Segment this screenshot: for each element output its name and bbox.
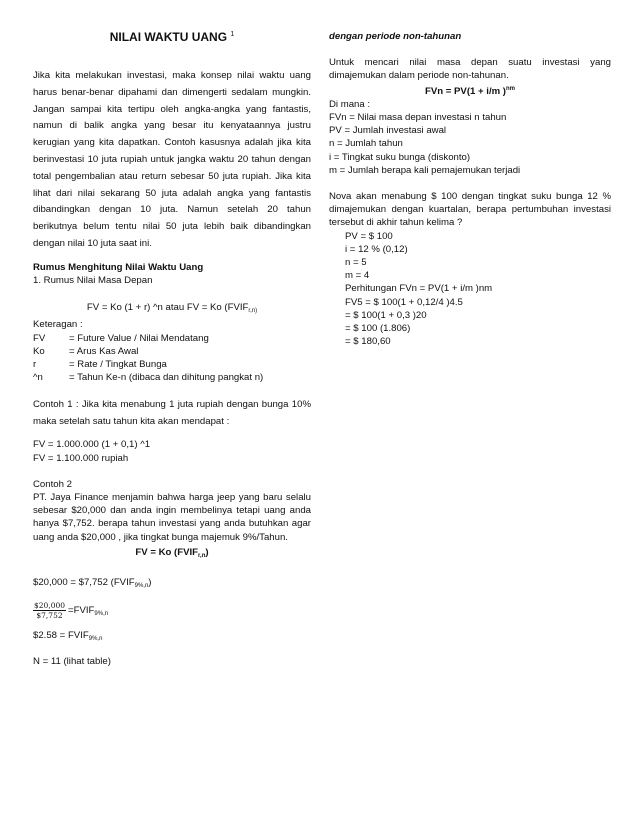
step-4: N = 11 (lihat table) <box>33 655 111 667</box>
list-item: n = Jumlah tahun <box>329 138 403 150</box>
list-item: FV5 = $ 100(1 + 0,12/4 )4.5 <box>345 296 463 308</box>
contoh2-paragraph: PT. Jaya Finance menjamin bahwa harga jeep yang baru selalu sebesar $20,000 dan anda ingin membelinya tetapi uang anda hanya $7,752. berapa tahun investasi yang anda butuhkan agar uang anda $20,000 , jika tingkat bunga majemuk 9%/Tahun. <box>33 492 311 543</box>
list-item: i = 12 % (0,12) <box>345 243 408 255</box>
formula-main <box>33 301 311 318</box>
step-3: $2.58 = $FVIF_{9\%,n}$ <box>33 630 103 643</box>
right-heading: dengan periode non-tahunan <box>329 31 462 42</box>
list-item: m = 4 <box>345 270 370 282</box>
list-item: i = Tingkat suku bunga (diskonto) <box>329 151 471 163</box>
definitions-list <box>329 111 611 177</box>
right-formula: FVn = PV(1 + i/m )$^{nm}$ <box>424 85 516 97</box>
list-item: PV = $ 100 <box>345 230 393 242</box>
formula-main-text: FV = Ko (1 + r) ^n atau FV = Ko (FVIF <box>86 302 249 314</box>
right-column <box>329 28 611 348</box>
list-item: r = Rate / Tingkat Bunga <box>33 358 167 370</box>
list-item: FV = Future Value / Nilai Mendatang <box>33 332 209 344</box>
list-item: = $ 100 (1.806) <box>345 323 411 335</box>
keterangan-label: Keteragan : <box>33 319 83 331</box>
left-column <box>33 28 311 668</box>
list-item: n = 5 <box>345 257 367 269</box>
list-item: = $ 180,60 <box>345 336 391 348</box>
contoh1-calc-1: FV = 1.000.000 (1 + 0,1) ^1 <box>33 439 151 451</box>
list-item: PV = Jumlah investasi awal <box>329 125 447 137</box>
list-item: Perhitungan FVn = PV(1 + i/m )nm <box>345 283 493 295</box>
keterangan-list <box>33 332 311 385</box>
dimana-label: Di mana : <box>329 98 371 110</box>
step-1: $20,000 = $7,752 $(FVIF_{9\%,n})$ <box>33 577 152 590</box>
section-heading: Rumus Menghitung Nilai Waktu Uang <box>33 261 204 273</box>
list-item: FVn = Nilai masa depan investasi n tahun <box>329 112 507 124</box>
formula-2: FV = Ko $(FVIF_{r,n})$ <box>135 546 209 559</box>
list-item-future-value: 1. Rumus Nilai Masa Depan <box>33 274 153 286</box>
example-steps <box>329 230 611 349</box>
formula-main-subscript: r,n) <box>248 308 258 315</box>
title-text: NILAI WAKTU UANG <box>109 30 228 44</box>
right-intro: Untuk mencari nilai masa depan suatu investasi yang dimajemukan dalam periode non-tahunan. <box>329 57 611 82</box>
step-2: $\frac{\$20,000}{\$7,752}$ $=FVIF_{9\%,n}$ <box>34 601 109 621</box>
list-item: Ko = Arus Kas Awal <box>33 345 139 357</box>
contoh2-label: Contoh 2 <box>33 478 72 490</box>
contoh1-paragraph: Contoh 1 : Jika kita menabung 1 juta rupiah dengan bunga 10% maka setelah satu tahun kita akan mendapat : <box>33 399 311 427</box>
intro-paragraph: Jika kita melakukan investasi, maka konsep nilai waktu uang harus benar-benar dipahami dan dimengerti sedalam mungkin. Jangan sampai kita tertipu oleh angka-angka yang fantastis, namun di balik angka yang besar itu kenyataannya justru kerugian yang kita dapatkan. Contoh kasusnya adalah jika kita berinvestasi 10 juta rupiah untuk jangka waktu 20 tahun dengan total pengembalian atau return sebesar 50 juta rupiah. Jika kita lihat dari nilai sekarang 50 juta adalah angka yang fantastis dibandingkan dengan 10 juta. Namun setelah 20 tahun berikutnya belum tentu nilai 50 juta lebih baik dibandingkan dengan nilai 10 juta saat ini. <box>33 70 311 249</box>
example-paragraph: Nova akan menabung $ 100 dengan tingkat suku bunga 12 % dimajemukan dengan kuartalan, berapa pertumbuhan investasi tersebut di akhir tahun kelima ? <box>329 191 611 229</box>
contoh1-calc-2: FV = 1.100.000 rupiah <box>33 452 129 464</box>
fraction: $\frac{\$20,000}{\$7,752}$ <box>34 601 66 621</box>
list-item: = $ 100(1 + 0,3 )20 <box>345 309 427 321</box>
list-item: ^n = Tahun Ke-n (dibaca dan dihitung pangkat n) <box>33 372 264 384</box>
title-footnote-mark: 1 <box>230 31 235 38</box>
page-title <box>33 30 311 44</box>
list-item: m = Jumlah berapa kali pemajemukan terjadi <box>329 164 521 176</box>
